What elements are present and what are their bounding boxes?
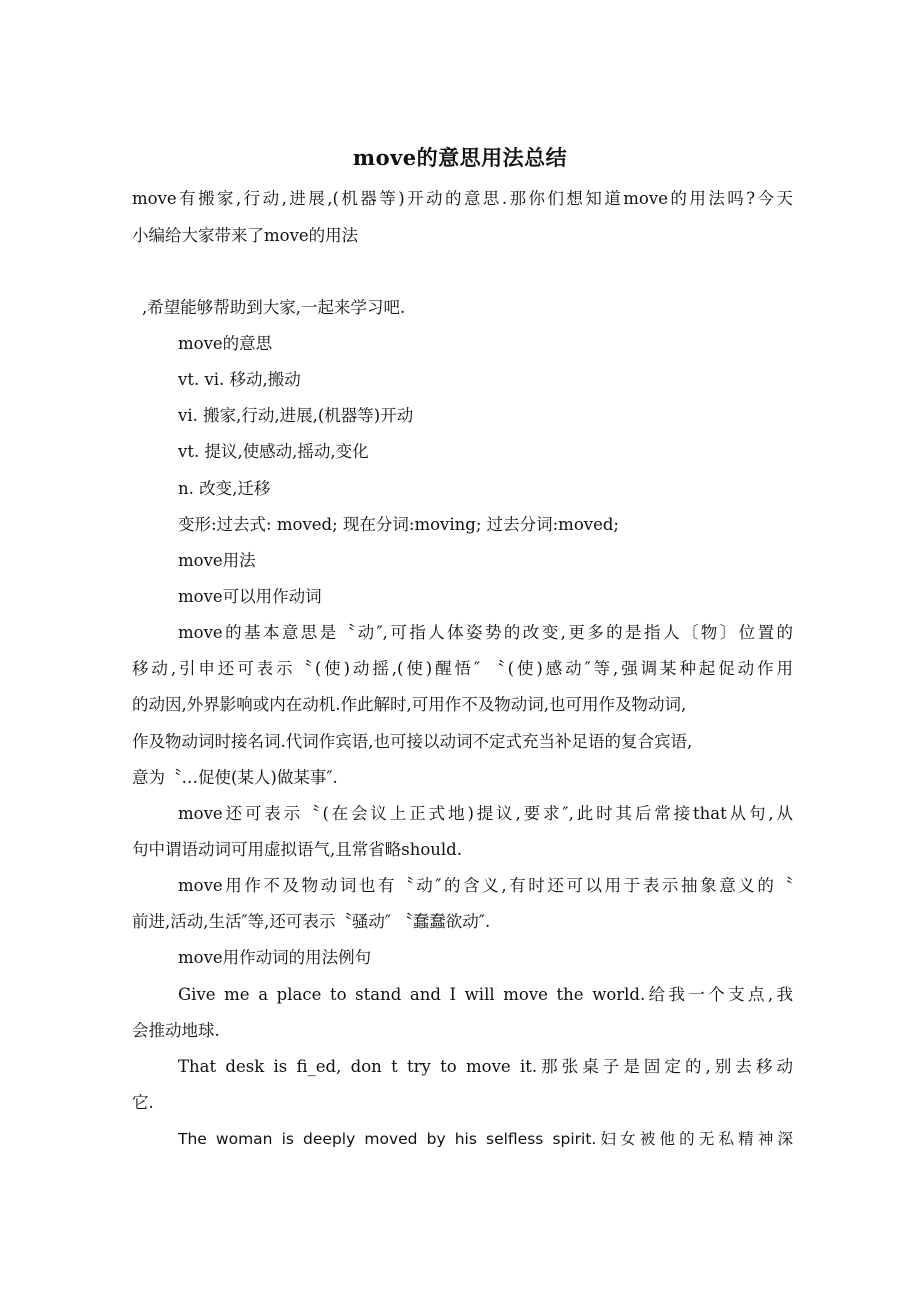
paragraph-line: 的动因,外界影响或内在动机.作此解时,可用作不及物动词,也可用作及物动词, — [132, 695, 687, 714]
intro-line-3: ,希望能够帮助到大家,一起来学习吧. — [142, 298, 406, 317]
paragraph-line: 句中谓语动词可用虚拟语气,且常省略should. — [132, 840, 462, 859]
intro-line-1: move有搬家,行动,进展,(机器等)开动的意思.那你们想知道move的用法吗?今天 — [132, 189, 793, 208]
inflection-line: 变形:过去式: moved; 现在分词:moving; 过去分词:moved; — [178, 515, 619, 534]
section-heading-usage: move用法 — [178, 551, 256, 570]
page-title: move的意思用法总结 — [352, 145, 568, 170]
example-sentence-line: The woman is deeply moved by his selfless spirit.妇女被他的无私精神深 — [178, 1130, 793, 1148]
paragraph-line: 移动,引申还可表示〝(使)动摇,(使)醒悟″ 〝(使)感动″等,强调某种起促动作用 — [132, 659, 793, 678]
paragraph-line: 作及物动词时接名词.代词作宾语,也可接以动词不定式充当补足语的复合宾语, — [132, 732, 693, 751]
paragraph-line: move的基本意思是〝动″,可指人体姿势的改变,更多的是指人〔物〕位置的 — [178, 623, 793, 642]
definition-line: vt. 提议,使感动,摇动,变化 — [178, 442, 369, 461]
example-sentence-line: 它. — [132, 1093, 154, 1112]
example-sentence-line: That desk is fi_ed, don t try to move it.那张桌子是固定的,别去移动 — [178, 1057, 793, 1076]
paragraph-line: 意为〝…促使(某人)做某事″. — [132, 768, 338, 787]
example-sentence-line: 会推动地球. — [132, 1021, 220, 1040]
paragraph-line: move用作不及物动词也有〝动″的含义,有时还可以用于表示抽象意义的〝 — [178, 876, 793, 895]
definition-line: vi. 搬家,行动,进展,(机器等)开动 — [178, 406, 414, 425]
section-heading-meaning: move的意思 — [178, 334, 273, 353]
definition-line: n. 改变,迁移 — [178, 479, 271, 498]
intro-line-2: 小编给大家带来了move的用法 — [132, 226, 359, 245]
paragraph-line: 前进,活动,生活″等,还可表示〝骚动″ 〝蠢蠢欲动″. — [132, 912, 491, 931]
definition-line: vt. vi. 移动,搬动 — [178, 370, 301, 389]
subsection-heading-examples: move用作动词的用法例句 — [178, 948, 372, 967]
subsection-heading-verb: move可以用作动词 — [178, 587, 322, 606]
paragraph-line: move还可表示〝(在会议上正式地)提议,要求″,此时其后常接that从句,从 — [178, 804, 793, 823]
example-sentence-line: Give me a place to stand and I will move the world.给我一个支点,我 — [178, 985, 793, 1004]
